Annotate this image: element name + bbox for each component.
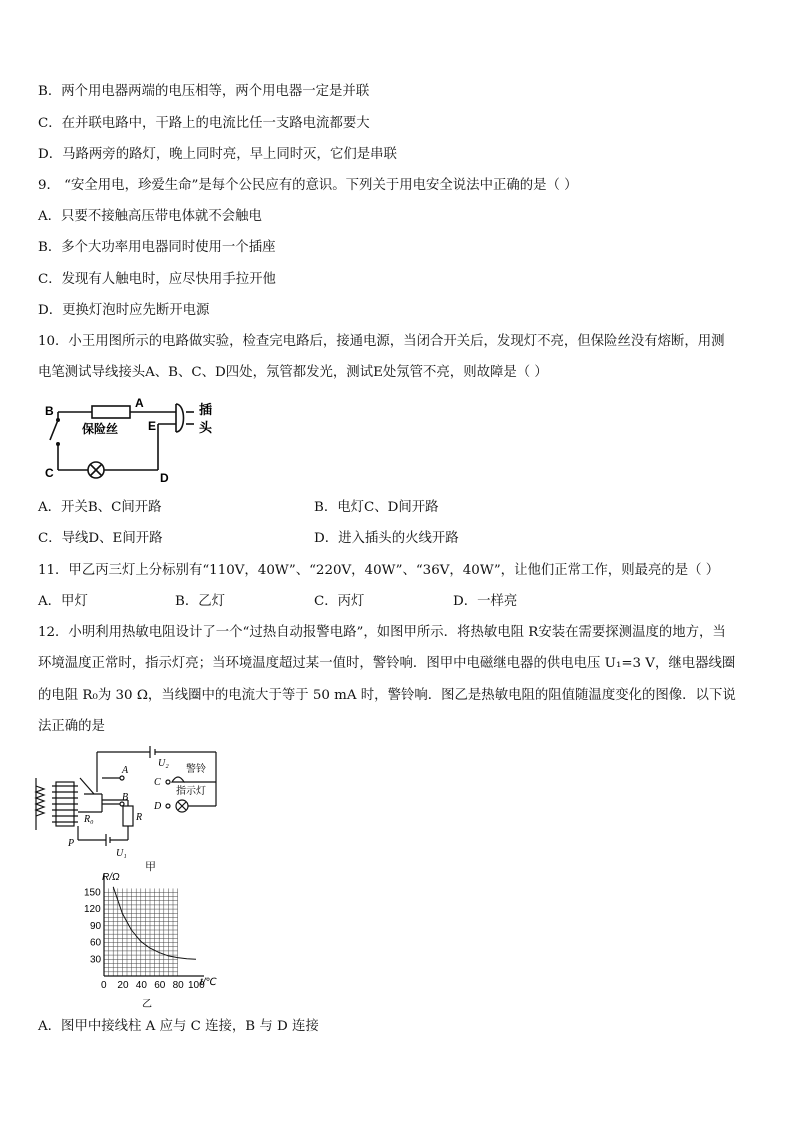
question-12-line-3: 的电阻 R₀为 30 Ω，当线圈中的电流大于等于 50 mA 时，警铃响．图乙是热敏电阻的阻值随温度变化的图像．以下说	[38, 688, 736, 703]
fuse-symbol	[92, 406, 130, 418]
y-tick-label: 60	[90, 937, 102, 949]
x-tick-label: 100	[188, 980, 205, 991]
x-tick-label: 60	[154, 980, 166, 991]
q10-option-a: A．开关B、C间开路	[38, 500, 162, 515]
y-tick-label: 90	[90, 920, 102, 932]
q9-option-a: A．只要不接触高压带电体就不会触电	[38, 209, 262, 224]
plug-label-2: 头	[199, 420, 213, 435]
q12-resistance-temperature-chart	[80, 868, 240, 1018]
option-c-line: C．在并联电路中，干路上的电流比任一支路电流都要大	[38, 116, 370, 131]
chart-caption: 乙	[142, 999, 152, 1010]
y-tick-label: 120	[84, 904, 101, 916]
x-tick-label: 20	[117, 980, 129, 991]
label-u1: U₁	[116, 848, 127, 859]
question-11: 11．甲乙丙三灯上分标别有“110V，40W”、“220V，40W”、“36V，40W”，让他们正常工作，则最亮的是（ ）	[38, 563, 720, 578]
label-b: B	[45, 404, 54, 418]
q10-circuit-figure	[36, 392, 236, 486]
y-tick-label: 150	[84, 887, 101, 899]
label-d: D	[160, 471, 169, 485]
question-10-line-1: 10．小王用图所示的电路做实验，检查完电路后，接通电源，当闭合开关后，发现灯不亮，但保险丝没有熔断，用测	[38, 334, 725, 349]
question-12-line-2: 环境温度正常时，指示灯亮；当环境温度超过某一值时，警铃响．图甲中电磁继电器的供电电压 U₁=3 V，继电器线圈	[38, 656, 736, 671]
plug-label-1: 插	[199, 402, 213, 417]
q11-option-b: B．乙灯	[175, 594, 226, 609]
label-r: R	[136, 812, 143, 823]
label-b: B	[122, 792, 129, 803]
q11-option-a: A．甲灯	[38, 594, 88, 609]
q10-option-b: B．电灯C、D间开路	[314, 500, 439, 515]
q9-option-d: D．更换灯泡时应先断开电源	[38, 303, 210, 318]
y-tick-label: 30	[90, 954, 102, 966]
label-e: E	[148, 419, 157, 433]
label-d: D	[154, 801, 162, 812]
indicator-lamp-label: 指示灯	[176, 786, 206, 797]
question-10-line-2: 电笔测试导线接头A、B、C、D四处，氖管都发光，测试E处氖管不亮，则故障是（ ）	[38, 365, 548, 380]
question-12-line-1: 12．小明利用热敏电阻设计了一个“过热自动报警电路”，如图甲所示．将热敏电阻 R安装在需要探测温度的地方，当	[38, 625, 726, 640]
label-u2: U₂	[158, 758, 169, 769]
question-12-line-4: 法正确的是	[38, 719, 105, 734]
bell-label: 警铃	[186, 764, 206, 775]
q11-option-c: C．丙灯	[314, 594, 365, 609]
option-d-line: D．马路两旁的路灯，晚上同时亮，早上同时灭，它们是串联	[38, 147, 397, 162]
label-p: P	[68, 838, 75, 849]
fuse-label: 保险丝	[82, 422, 119, 436]
question-9: 9． “安全用电，珍爱生命”是每个公民应有的意识。下列关于用电安全说法中正确的是（ ）	[38, 178, 578, 193]
figure-caption-jia: 甲	[145, 860, 156, 873]
label-r0: R₀	[84, 814, 94, 825]
x-axis-label: t/℃	[200, 977, 217, 988]
q9-option-c: C．发现有人触电时，应尽快用手拉开他	[38, 272, 276, 287]
option-b-line: B．两个用电器两端的电压相等，两个用电器一定是并联	[38, 84, 370, 99]
q12-relay-circuit-figure	[32, 742, 242, 867]
x-tick-label: 0	[101, 980, 107, 991]
y-axis-label: R/Ω	[102, 872, 120, 883]
label-a: A	[135, 396, 144, 410]
q12-option-a: A．图甲中接线柱 A 应与 C 连接，B 与 D 连接	[38, 1019, 319, 1034]
q11-option-d: D．一样亮	[453, 594, 518, 609]
q10-option-d: D．进入插头的火线开路	[314, 531, 459, 546]
label-c: C	[154, 777, 161, 788]
label-a: A	[122, 765, 129, 776]
q10-option-c: C．导线D、E间开路	[38, 531, 163, 546]
q9-option-b: B．多个大功率用电器同时使用一个插座	[38, 240, 276, 255]
label-c: C	[45, 466, 54, 480]
x-tick-label: 40	[135, 980, 147, 991]
x-tick-label: 80	[172, 980, 184, 991]
